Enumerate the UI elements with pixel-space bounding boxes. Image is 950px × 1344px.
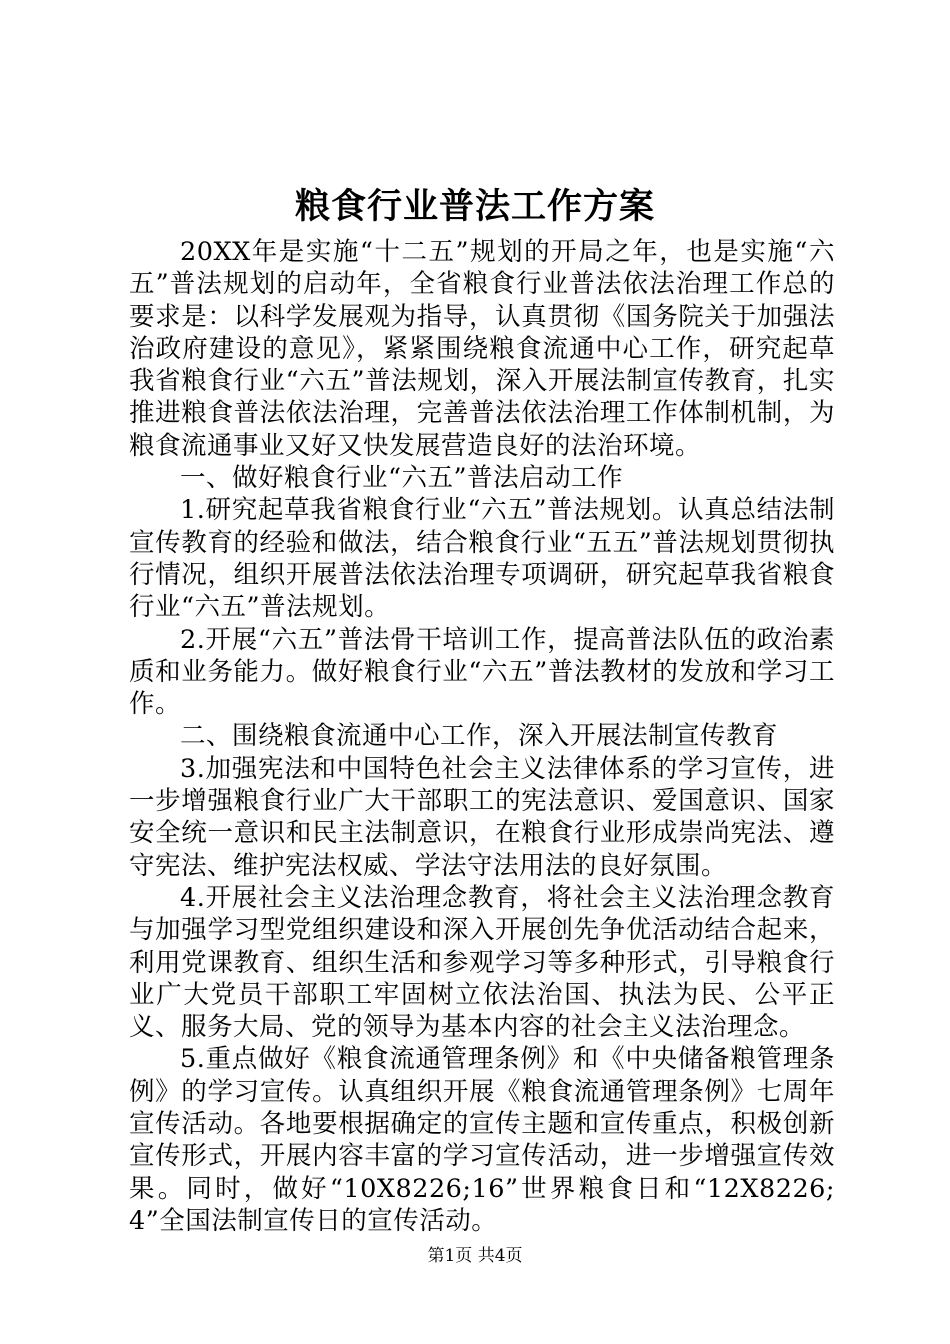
section-heading-2: 二、围绕粮食流通中心工作，深入开展法制宣传教育 <box>180 721 779 752</box>
document-body <box>129 236 835 1237</box>
paragraph-item-3: 3.加强宪法和中国特色社会主义法律体系的学习宣传，进一步增强粮食行业广大干部职工的宪法意识、爱国意识、国家安全统一意识和民主法制意识，在粮食行业形成崇尚宪法、遵守宪法、维护宪法权威、学法守法用法的良好氛围。 <box>129 753 835 881</box>
document-title: 粮食行业普法工作方案 <box>294 186 655 227</box>
paragraph-item-2: 2.开展“六五”普法骨干培训工作，提高普法队伍的政治素质和业务能力。做好粮食行业“六五”普法教材的发放和学习工作。 <box>129 624 835 720</box>
page-footer: 第1页 共4页 <box>427 1246 523 1266</box>
section-heading-1: 一、做好粮食行业“六五”普法启动工作 <box>180 463 624 494</box>
paragraph-intro: 20XX年是实施“十二五”规划的开局之年，也是实施“六五”普法规划的启动年，全省粮食行业普法依法治理工作总的要求是：以科学发展观为指导，认真贯彻《国务院关于加强法治政府建设的意见》，紧紧围绕粮食流通中心工作，研究起草我省粮食行业“六五”普法规划，深入开展法制宣传教育，扎实推进粮食普法依法治理，完善普法依法治理工作体制机制，为粮食流通事业又好又快发展营造良好的法治环境。 <box>129 237 835 461</box>
paragraph-item-4: 4.开展社会主义法治理念教育，将社会主义法治理念教育与加强学习型党组织建设和深入开展创先争优活动结合起来，利用党课教育、组织生活和参观学习等多种形式，引导粮食行业广大党员干部职工牢固树立依法治国、执法为民、公平正义、服务大局、党的领导为基本内容的社会主义法治理念。 <box>129 882 835 1043</box>
paragraph-item-5: 5.重点做好《粮食流通管理条例》和《中央储备粮管理条例》的学习宣传。认真组织开展《粮食流通管理条例》七周年宣传活动。各地要根据确定的宣传主题和宣传重点，积极创新宣传形式，开展内容丰富的学习宣传活动，进一步增强宣传效果。同时，做好“10X8226;16”世界粮食日和“12X8226;4”全国法制宣传日的宣传活动。 <box>129 1044 835 1236</box>
paragraph-item-1: 1.研究起草我省粮食行业“六五”普法规划。认真总结法制宣传教育的经验和做法，结合粮食行业“五五”普法规划贯彻执行情况，组织开展普法依法治理专项调研，研究起草我省粮食行业“六五”普法规划。 <box>129 495 835 623</box>
